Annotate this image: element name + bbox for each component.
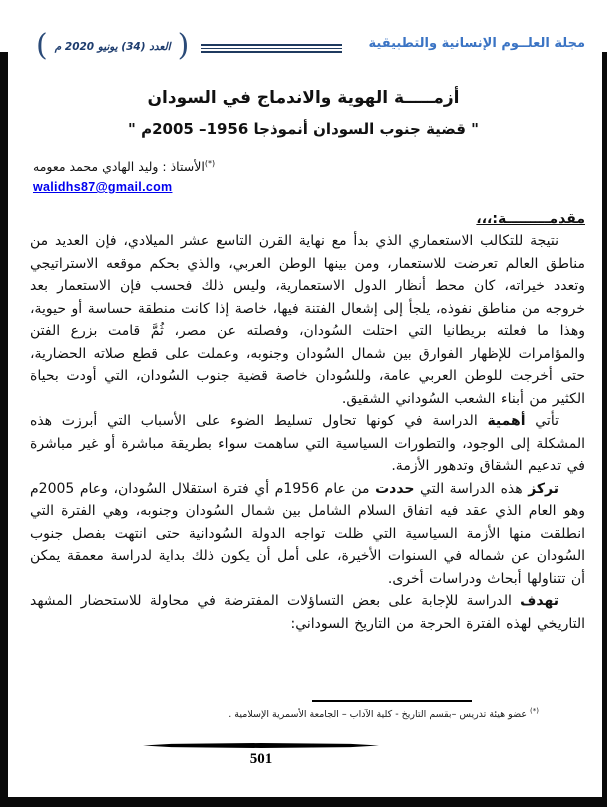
badge-open-paren-icon: ( [36,28,48,63]
author-footnote-marker: (*) [204,158,216,168]
article-title: أزمـــــة الهوية والاندماج في السودان [147,88,460,108]
page-number: 501 [249,751,273,767]
section-heading-muqaddima: مقدمـــــــــة:،،، [476,211,585,227]
scan-edge-bottom [0,797,607,807]
page-footer [143,743,379,768]
paragraph: تركز هذه الدراسة التي حددت من عام 1956م أي فترة استقلال السُودان، وعام 2005م وهو العام الذي عقد فيه اتفاق السلام الشامل بين شمال السُودان وجنوبه، وهي الفترة التي انطلقت منها الأزمة السياسية التي ظلت تواجه الدولة السُودانية حتى انتهت بفصل جنوب السُودان عن شماله في السنوات الأخيرة، على أمل أن يكون ذلك بداية لدراسة معمقة يمكن أن تتناولها أبحاث ودراسات أخرى. [30,480,585,587]
issue-badge [36,26,189,66]
header-rules-icon [201,44,342,55]
badge-close-paren-icon: ) [177,28,190,63]
author-block [33,156,215,175]
footnote-separator [312,700,472,702]
paragraph: تهدف الدراسة للإجابة على بعض التساؤلات المفترضة في محاولة للاستحضار المشهد التاريخي لهذه الفترة الحرجة من التاريخ السوداني: [30,593,585,632]
scan-edge-left [0,52,8,807]
author-email-link[interactable]: walidhs87@gmail.com [33,180,173,194]
footnote-marker: (*) [530,707,539,715]
article-title-block [0,88,607,138]
footnote: (*) عضو هيئة تدريس –بقسم التاريخ - كلية الآداب – الجامعة الأسمرية الإسلامية . [228,707,539,721]
paragraph: نتيجة للتكالب الاستعماري الذي بدأ مع نهاية القرن التاسع عشر الميلادي، فإن العديد من مناطق العالم تعرضت للاستعمار، ومن بينها الوطن العربي، والذي بحكم موقعه الاستراتيجي وتعدد خيراته، كان محط أنظار الدول الاستعمارية، وليس ذلك فحسب فإن الاستعمار بعد خروجه من مناطق نفوذه، يلجأ إلى إشعال الفتنة فيها، خاصة إذا كانت منطقة حساسة أو حيوية، وهذا ما فعلته بريطانيا التي احتلت السُودان، وفصلته عن مصر، ثُمَّ قامت بزرع الفتن والمؤامرات للإظهار الفوارق بين شمال السُودان وجنوبه، وعملت على قطع صلاته الحضارية، حتى أخرجت للوطن العربي عامة، وللسُودان خاصة قضية جنوب السُودان، التي أودت بحياة الكثير من أبناء الشعب السُوداني الشقيق. [30,233,585,407]
body-paragraphs [30,230,585,635]
paragraph: تأتي أهمية الدراسة في كونها تحاول تسليط الضوء على الأسباب التي أبرزت هذه المشكلة إلى الوجود، والتطورات السياسية التي ساهمت سواء بطريقة مباشرة أو غير مباشرة في تدعيم الشقاق وتدهور الأزمة. [30,413,585,474]
article-body [30,211,585,635]
journal-title: مجلة العلــوم الإنسانية والتطبيقية [368,36,585,51]
scan-edge-right [602,52,607,807]
article-subtitle: " قضية جنوب السودان أنموذجا 1956– 2005م " [128,120,479,138]
issue-label: العدد (34) يونيو 2020 م [54,41,171,53]
author-name: (*)الأستاذ : وليد الهادي محمد معومه [33,158,216,174]
footer-divider-icon [143,743,379,748]
